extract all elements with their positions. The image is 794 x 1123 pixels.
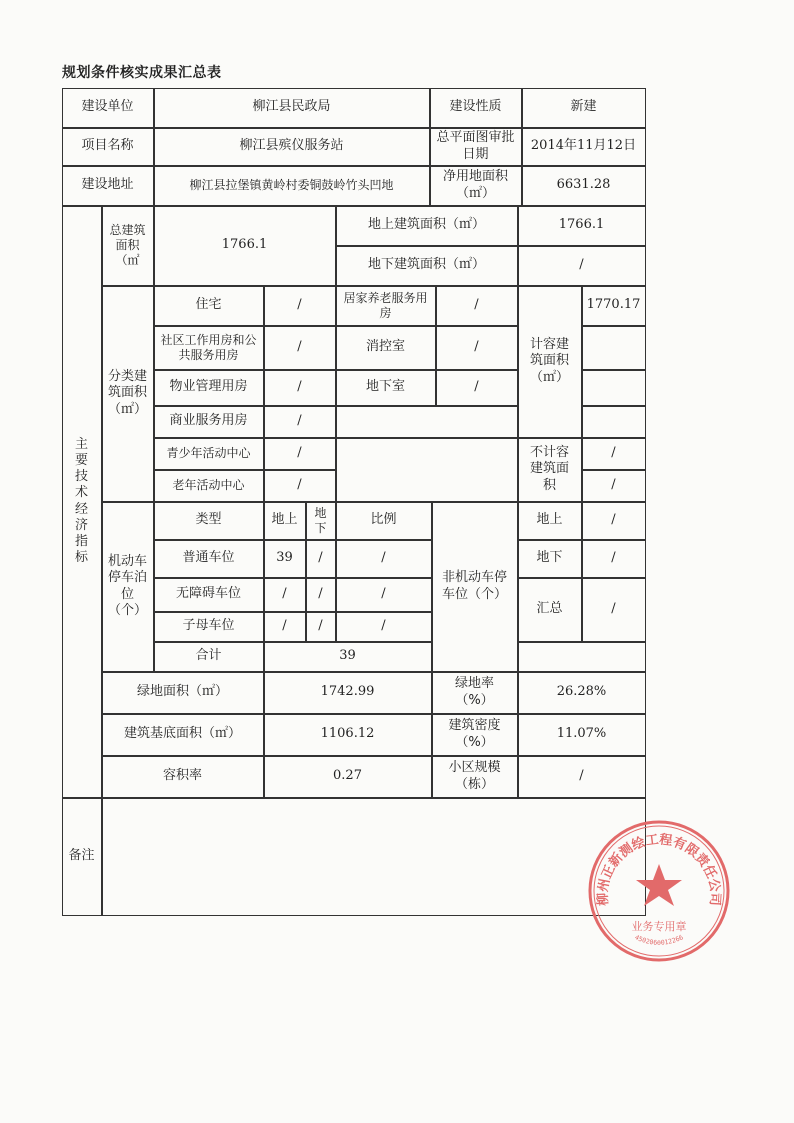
parking-above: / — [264, 612, 306, 642]
parking-above: 39 — [264, 540, 306, 578]
above-ground-area-value: 1766.1 — [518, 206, 646, 246]
address-label: 建设地址 — [62, 166, 154, 206]
empty-cell — [518, 642, 646, 672]
seal-star-icon — [636, 864, 682, 906]
parking-ratio-header: 比例 — [336, 502, 432, 540]
non-far-area-value: / — [582, 438, 646, 470]
underground-area-value: / — [518, 246, 646, 286]
category-area-label: 分类建筑面积（㎡） — [102, 286, 154, 502]
parking-total-label: 合计 — [154, 642, 264, 672]
parking-ratio: / — [336, 578, 432, 612]
parking-below: / — [306, 578, 336, 612]
seal-purpose: 业务专用章 — [631, 920, 687, 933]
project-name-value: 柳江县殡仪服务站 — [154, 128, 430, 166]
category-value: / — [264, 470, 336, 502]
empty-cell — [336, 406, 518, 438]
non-motor-row-label: 地下 — [518, 540, 582, 578]
green-rate-label: 绿地率（%） — [432, 672, 518, 714]
category-name: 商业服务用房 — [154, 406, 264, 438]
above-ground-area-label: 地上建筑面积（㎡） — [336, 206, 518, 246]
non-motor-row-value: / — [582, 502, 646, 540]
document-title: 规划条件核实成果汇总表 — [62, 65, 222, 81]
non-motor-row-value: / — [582, 578, 646, 642]
empty-cell — [336, 438, 518, 502]
category-value: / — [436, 326, 518, 370]
category-name: 老年活动中心 — [154, 470, 264, 502]
category-value: / — [264, 370, 336, 406]
category-value: / — [264, 438, 336, 470]
parking-type-header: 类型 — [154, 502, 264, 540]
parking-type: 子母车位 — [154, 612, 264, 642]
remarks-label: 备注 — [62, 798, 102, 916]
category-name: 地下室 — [336, 370, 436, 406]
density-value: 11.07% — [518, 714, 646, 756]
base-area-value: 1106.12 — [264, 714, 432, 756]
construction-unit-value: 柳江县民政局 — [154, 88, 430, 128]
total-area-value: 1766.1 — [154, 206, 336, 286]
category-name: 居家养老服务用房 — [336, 286, 436, 326]
parking-above: / — [264, 578, 306, 612]
green-rate-value: 26.28% — [518, 672, 646, 714]
parking-total-value: 39 — [264, 642, 432, 672]
far-area-label: 计容建筑面积（㎡） — [518, 286, 582, 438]
motor-parking-label: 机动车停车泊位（个） — [102, 502, 154, 672]
category-value: / — [264, 326, 336, 370]
non-motor-row-value: / — [582, 540, 646, 578]
district-scale-value: / — [518, 756, 646, 798]
far-area-value — [582, 326, 646, 370]
non-motor-row-label: 地上 — [518, 502, 582, 540]
district-scale-label: 小区规模（栋） — [432, 756, 518, 798]
category-name: 青少年活动中心 — [154, 438, 264, 470]
indicators-section-label: 主要技术经济指标 — [62, 206, 102, 798]
category-name: 住宅 — [154, 286, 264, 326]
construction-nature-value: 新建 — [522, 88, 646, 128]
far-label: 容积率 — [102, 756, 264, 798]
company-seal — [586, 818, 732, 964]
underground-area-label: 地下建筑面积（㎡） — [336, 246, 518, 286]
far-area-value: 1770.17 — [582, 286, 646, 326]
category-value: / — [436, 286, 518, 326]
plan-review-date-value: 2014年11月12日 — [522, 128, 646, 166]
parking-type: 无障碍车位 — [154, 578, 264, 612]
parking-below: / — [306, 612, 336, 642]
parking-below-header: 地下 — [306, 502, 336, 540]
non-motor-parking-label: 非机动车停车位（个） — [432, 502, 518, 672]
parking-above-header: 地上 — [264, 502, 306, 540]
net-land-area-value: 6631.28 — [522, 166, 646, 206]
net-land-area-label: 净用地面积（㎡） — [430, 166, 522, 206]
seal-code: 4502060012266 — [633, 933, 685, 947]
parking-ratio: / — [336, 612, 432, 642]
construction-unit-label: 建设单位 — [62, 88, 154, 128]
plan-review-date-label: 总平面图审批日期 — [430, 128, 522, 166]
remarks-value — [102, 798, 646, 916]
non-far-area-label: 不计容建筑面积 — [518, 438, 582, 502]
category-value: / — [436, 370, 518, 406]
category-value: / — [264, 286, 336, 326]
base-area-label: 建筑基底面积（㎡） — [102, 714, 264, 756]
density-label: 建筑密度（%） — [432, 714, 518, 756]
parking-type: 普通车位 — [154, 540, 264, 578]
seal-company: 柳州正新测绘工程有限责任公司 — [595, 832, 723, 907]
far-area-value — [582, 370, 646, 406]
green-area-label: 绿地面积（㎡） — [102, 672, 264, 714]
category-name: 物业管理用房 — [154, 370, 264, 406]
parking-below: / — [306, 540, 336, 578]
category-name: 消控室 — [336, 326, 436, 370]
total-area-label: 总建筑面积（㎡ — [102, 206, 154, 286]
non-motor-row-label: 汇总 — [518, 578, 582, 642]
project-name-label: 项目名称 — [62, 128, 154, 166]
category-value: / — [264, 406, 336, 438]
far-area-value — [582, 406, 646, 438]
address-value: 柳江县拉堡镇黄岭村委铜鼓岭竹头凹地 — [154, 166, 430, 206]
green-area-value: 1742.99 — [264, 672, 432, 714]
parking-ratio: / — [336, 540, 432, 578]
non-far-area-value: / — [582, 470, 646, 502]
category-name: 社区工作用房和公共服务用房 — [154, 326, 264, 370]
construction-nature-label: 建设性质 — [430, 88, 522, 128]
far-value: 0.27 — [264, 756, 432, 798]
summary-table — [62, 88, 646, 916]
